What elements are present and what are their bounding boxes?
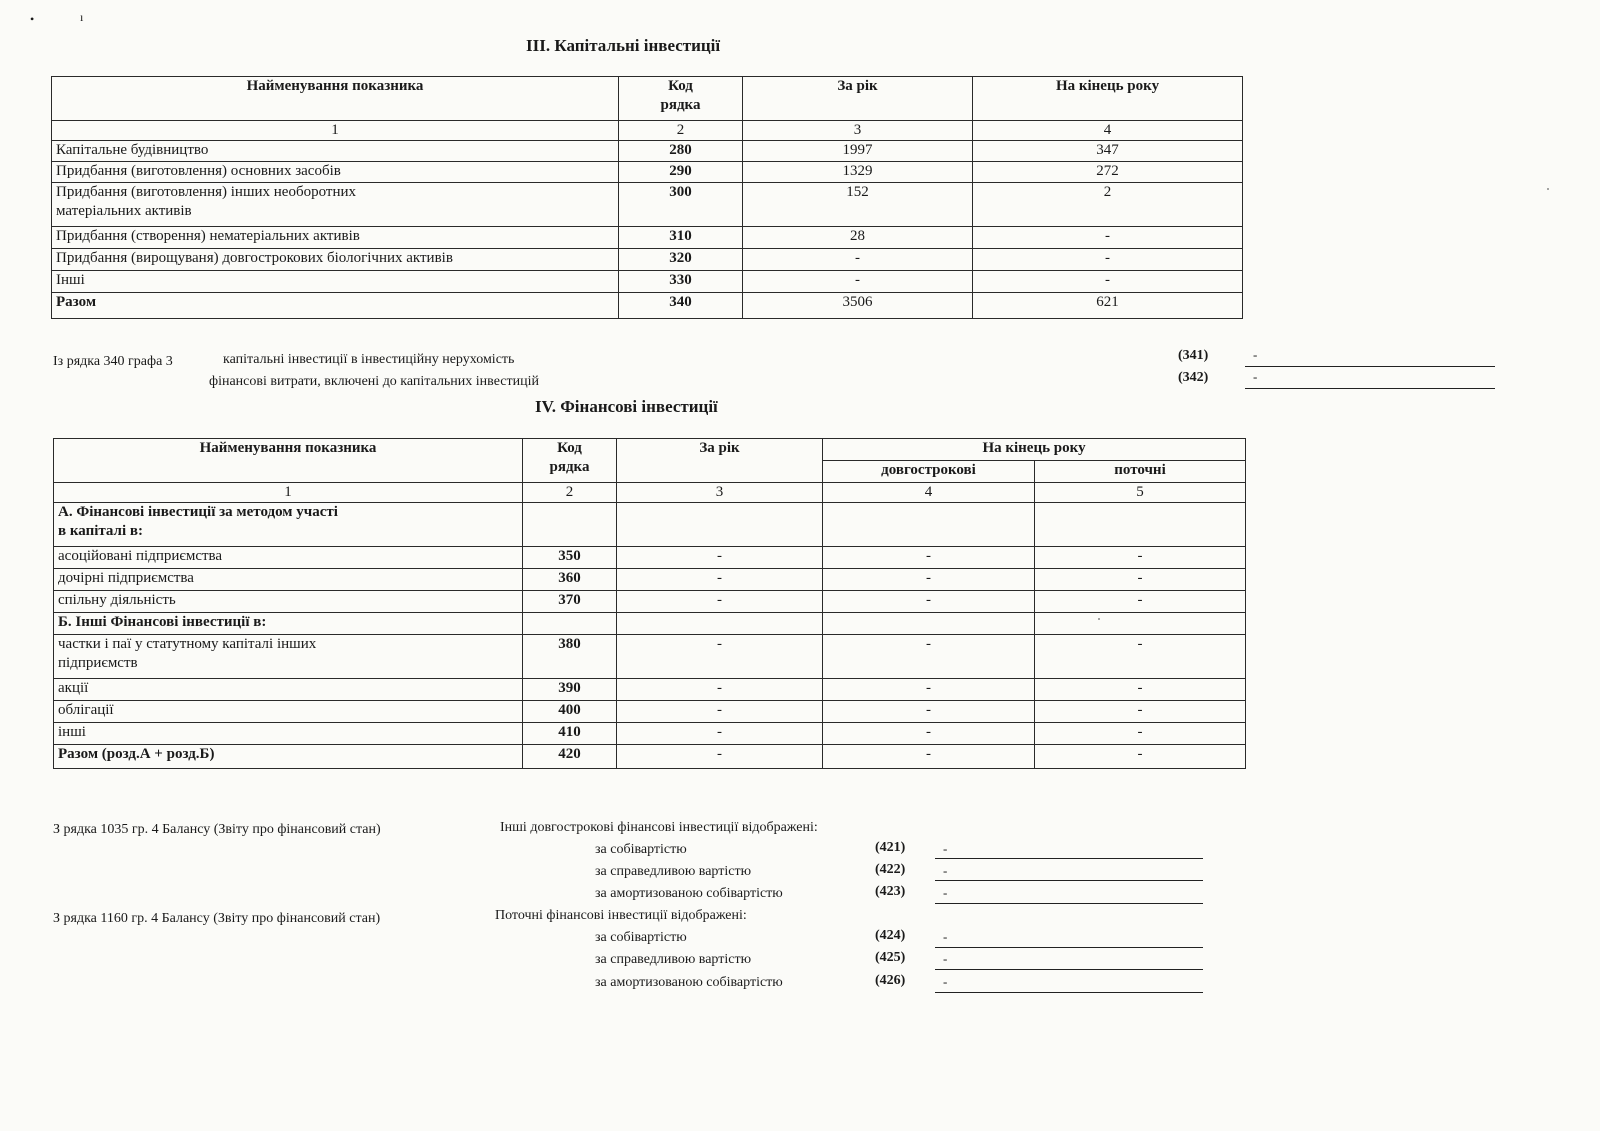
col-number: 4 bbox=[823, 483, 1035, 503]
note-line-341: капітальні інвестиції в інвестиційну нерухомість bbox=[223, 352, 515, 367]
header-code: Код рядка bbox=[619, 77, 743, 121]
row-label: Придбання (створення) нематеріальних активів bbox=[52, 227, 619, 249]
section-3-title: ІІІ. Капітальні інвестиції bbox=[526, 36, 721, 55]
row-current: - bbox=[1035, 701, 1246, 723]
row-code: 350 bbox=[523, 547, 617, 569]
total-row bbox=[54, 745, 1246, 769]
row-year: 28 bbox=[743, 227, 973, 249]
row-current: - bbox=[1035, 547, 1246, 569]
col-number: 1 bbox=[52, 121, 619, 141]
group-b-label: Б. Інші Фінансові інвестиції в: bbox=[54, 613, 523, 635]
row-year: 152 bbox=[743, 183, 973, 227]
footer-heading-long: Інші довгострокові фінансові інвестиції відображені: bbox=[500, 820, 818, 835]
code-422: (422) bbox=[875, 862, 906, 877]
row-label: спільну діяльність bbox=[54, 591, 523, 613]
code-426: (426) bbox=[875, 973, 906, 988]
header-current: поточні bbox=[1035, 461, 1246, 483]
table-row bbox=[54, 723, 1246, 745]
row-year: - bbox=[617, 701, 823, 723]
row-label: акції bbox=[54, 679, 523, 701]
code-421: (421) bbox=[875, 840, 906, 855]
row-long: - bbox=[823, 635, 1035, 679]
value-342-line bbox=[1245, 388, 1495, 389]
row-year: 1329 bbox=[743, 162, 973, 183]
value-421: - bbox=[943, 841, 948, 856]
code-423: (423) bbox=[875, 884, 906, 899]
row-current: - bbox=[1035, 723, 1246, 745]
row-label: Інші bbox=[52, 271, 619, 293]
row-long: - bbox=[823, 701, 1035, 723]
row-end: 621 bbox=[973, 293, 1243, 319]
row-current: - bbox=[1035, 745, 1246, 769]
col-number: 4 bbox=[973, 121, 1243, 141]
row-code: 280 bbox=[619, 141, 743, 162]
table-row bbox=[54, 547, 1246, 569]
corner-mark: • bbox=[30, 12, 35, 26]
row-end: 347 bbox=[973, 141, 1243, 162]
value-341: - bbox=[1253, 347, 1258, 362]
group-a-label: А. Фінансові інвестиції за методом участі в капіталі в: bbox=[54, 503, 523, 547]
row-label: дочірні підприємства bbox=[54, 569, 523, 591]
header-year: За рік bbox=[743, 77, 973, 121]
row-year: - bbox=[617, 723, 823, 745]
row-end: - bbox=[973, 271, 1243, 293]
code-424: (424) bbox=[875, 928, 906, 943]
row-year: 1997 bbox=[743, 141, 973, 162]
value-341-line bbox=[1245, 366, 1495, 367]
row-end: 272 bbox=[973, 162, 1243, 183]
row-current: - bbox=[1035, 591, 1246, 613]
table-row bbox=[54, 591, 1246, 613]
row-year: - bbox=[617, 569, 823, 591]
row-year: - bbox=[743, 249, 973, 271]
header-long: довгострокові bbox=[823, 461, 1035, 483]
footer-item-label: за собівартістю bbox=[595, 930, 687, 945]
value-425: - bbox=[943, 951, 948, 966]
row-year: - bbox=[617, 635, 823, 679]
value-423-line bbox=[935, 903, 1203, 904]
footer-item-label: за справедливою вартістю bbox=[595, 864, 752, 879]
section-4-title: IV. Фінансові інвестиції bbox=[535, 397, 718, 416]
row-label: Капітальне будівництво bbox=[52, 141, 619, 162]
row-long: - bbox=[823, 591, 1035, 613]
row-label: Разом (розд.А + розд.Б) bbox=[54, 745, 523, 769]
header-end: На кінець року bbox=[823, 439, 1246, 461]
capital-investments-table bbox=[51, 76, 1243, 319]
col-number: 2 bbox=[523, 483, 617, 503]
col-number: 3 bbox=[743, 121, 973, 141]
value-423: - bbox=[943, 885, 948, 900]
row-long: - bbox=[823, 547, 1035, 569]
footer-item-label: за амортизованою собівартістю bbox=[595, 975, 783, 990]
row-year: 3506 bbox=[743, 293, 973, 319]
row-code: 340 bbox=[619, 293, 743, 319]
group-row bbox=[54, 503, 1246, 547]
row-code: 410 bbox=[523, 723, 617, 745]
row-code: 290 bbox=[619, 162, 743, 183]
table-row bbox=[54, 569, 1246, 591]
row-label: інші bbox=[54, 723, 523, 745]
footer-source-1035: З рядка 1035 гр. 4 Балансу (Звіту про фінансовий стан) bbox=[53, 822, 381, 837]
financial-investments-table bbox=[53, 438, 1246, 769]
row-code: 400 bbox=[523, 701, 617, 723]
row-label: Придбання (виготовлення) інших необоротних матеріальних активів bbox=[52, 183, 619, 227]
row-current: - bbox=[1035, 679, 1246, 701]
header-end: На кінець року bbox=[973, 77, 1243, 121]
col-number: 3 bbox=[617, 483, 823, 503]
row-long: - bbox=[823, 745, 1035, 769]
row-code: 370 bbox=[523, 591, 617, 613]
table-row bbox=[52, 271, 1243, 293]
row-long: - bbox=[823, 723, 1035, 745]
col-number: 2 bbox=[619, 121, 743, 141]
value-422: - bbox=[943, 863, 948, 878]
table-row bbox=[52, 162, 1243, 183]
total-row bbox=[52, 293, 1243, 319]
row-end: - bbox=[973, 249, 1243, 271]
value-421-line bbox=[935, 858, 1203, 859]
table-row bbox=[52, 227, 1243, 249]
col-number: 1 bbox=[54, 483, 523, 503]
row-code: 310 bbox=[619, 227, 743, 249]
row-label: облігації bbox=[54, 701, 523, 723]
header-name: Найменування показника bbox=[54, 439, 523, 483]
row-label: частки і паї у статутному капіталі інших підприємств bbox=[54, 635, 523, 679]
value-425-line bbox=[935, 969, 1203, 970]
row-year: - bbox=[617, 679, 823, 701]
table-row bbox=[54, 635, 1246, 679]
header-code: Код рядка bbox=[523, 439, 617, 483]
row-current: - bbox=[1035, 635, 1246, 679]
table-row bbox=[54, 679, 1246, 701]
row-label: асоційовані підприємства bbox=[54, 547, 523, 569]
header-name: Найменування показника bbox=[52, 77, 619, 121]
row-year: - bbox=[617, 745, 823, 769]
row-end: - bbox=[973, 227, 1243, 249]
group-row bbox=[54, 613, 1246, 635]
row-long: - bbox=[823, 569, 1035, 591]
col-number: 5 bbox=[1035, 483, 1246, 503]
corner-mark: ı bbox=[80, 10, 84, 24]
row-current: - bbox=[1035, 569, 1246, 591]
row-label: Разом bbox=[52, 293, 619, 319]
table-row bbox=[52, 141, 1243, 162]
value-426-line bbox=[935, 992, 1203, 993]
row-code: 330 bbox=[619, 271, 743, 293]
value-422-line bbox=[935, 880, 1203, 881]
row-code: 360 bbox=[523, 569, 617, 591]
row-year: - bbox=[743, 271, 973, 293]
value-342: - bbox=[1253, 369, 1258, 384]
row-code: 390 bbox=[523, 679, 617, 701]
header-year: За рік bbox=[617, 439, 823, 483]
code-425: (425) bbox=[875, 950, 906, 965]
footer-item-label: за собівартістю bbox=[595, 842, 687, 857]
scan-speck bbox=[1547, 188, 1549, 190]
row-code: 300 bbox=[619, 183, 743, 227]
row-code: 380 bbox=[523, 635, 617, 679]
table-row bbox=[54, 701, 1246, 723]
note-line-342: фінансові витрати, включені до капітальних інвестицій bbox=[209, 374, 539, 389]
note-prefix: Із рядка 340 графа 3 bbox=[53, 354, 173, 369]
row-label: Придбання (вирощуваня) довгострокових біологічних активів bbox=[52, 249, 619, 271]
table-row bbox=[52, 249, 1243, 271]
value-424-line bbox=[935, 947, 1203, 948]
row-code: 320 bbox=[619, 249, 743, 271]
code-341: (341) bbox=[1178, 348, 1209, 363]
footer-item-label: за справедливою вартістю bbox=[595, 952, 752, 967]
table-row bbox=[52, 183, 1243, 227]
code-342: (342) bbox=[1178, 370, 1209, 385]
footer-item-label: за амортизованою собівартістю bbox=[595, 886, 783, 901]
row-year: - bbox=[617, 591, 823, 613]
footer-source-1160: З рядка 1160 гр. 4 Балансу (Звіту про фінансовий стан) bbox=[53, 911, 381, 926]
row-label: Придбання (виготовлення) основних засобів bbox=[52, 162, 619, 183]
footer-heading-current: Поточні фінансові інвестиції відображені: bbox=[495, 908, 747, 923]
row-end: 2 bbox=[973, 183, 1243, 227]
row-code: 420 bbox=[523, 745, 617, 769]
row-long: - bbox=[823, 679, 1035, 701]
value-424: - bbox=[943, 929, 948, 944]
value-426: - bbox=[943, 974, 948, 989]
row-year: - bbox=[617, 547, 823, 569]
